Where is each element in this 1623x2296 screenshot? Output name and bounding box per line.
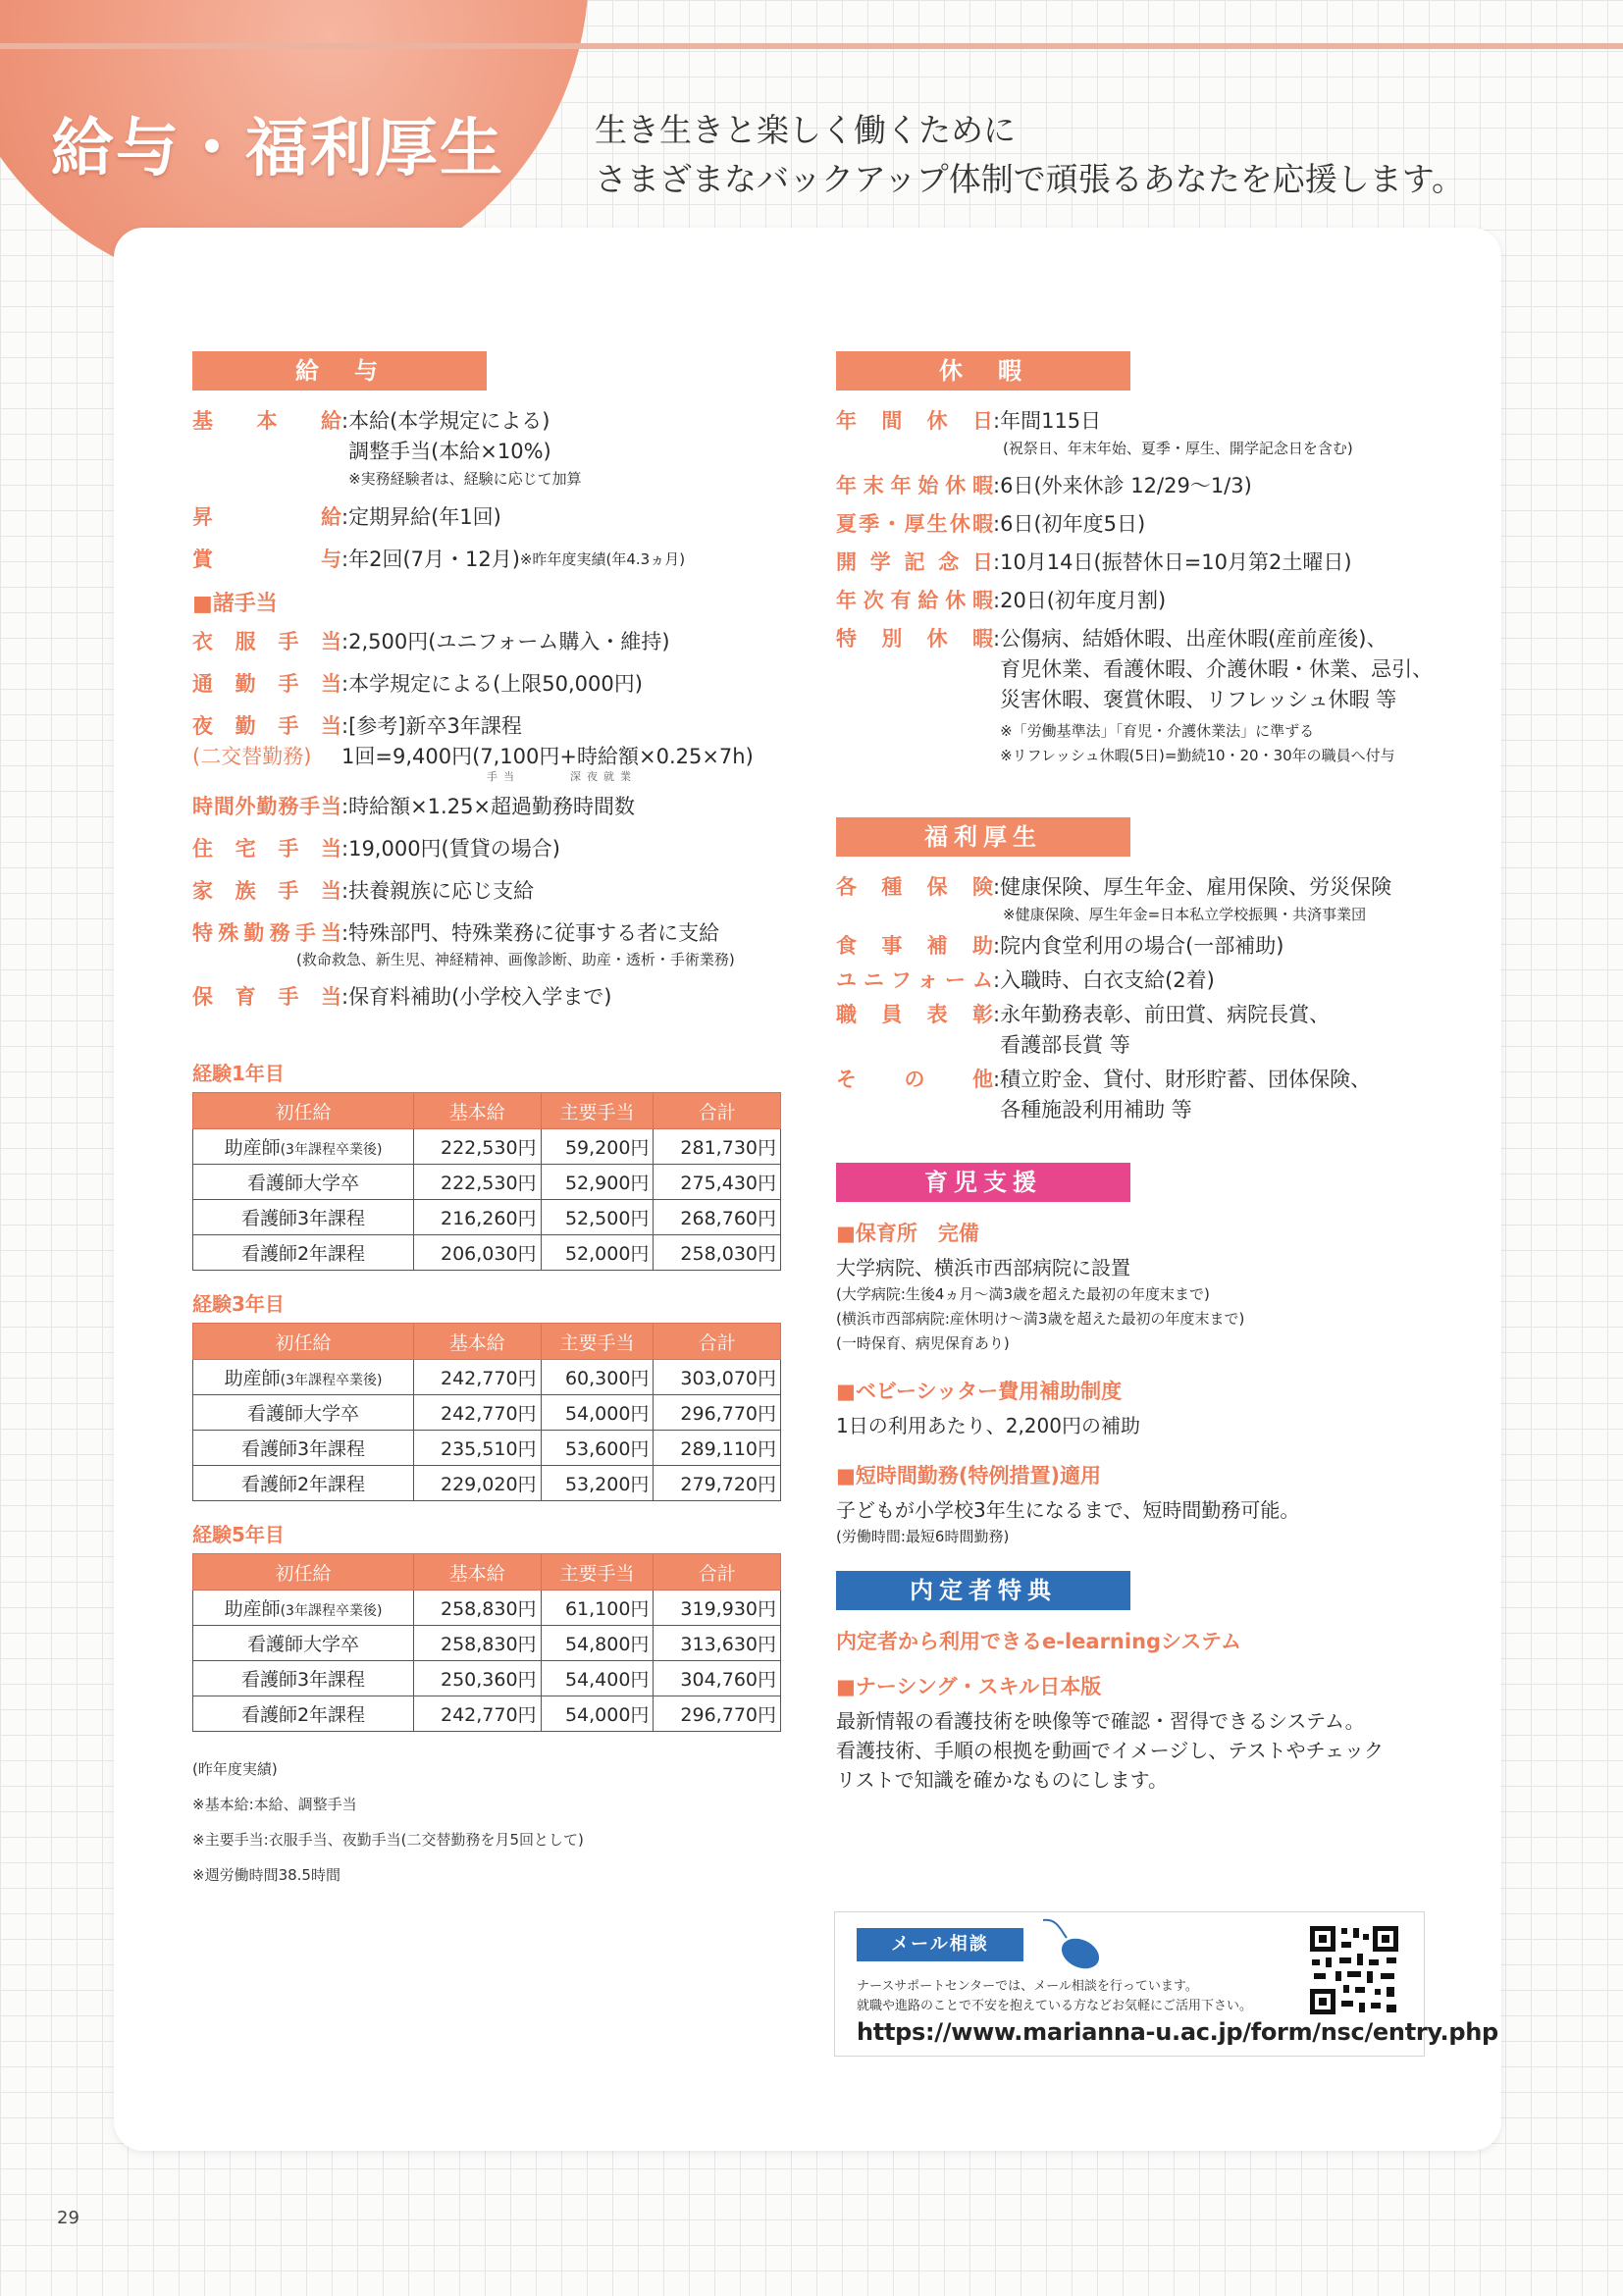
table-header-cell: 合計 <box>654 1554 781 1591</box>
uniform-allowance-label: 衣服手当 <box>192 630 341 653</box>
base-cell: 229,020円 <box>414 1466 542 1501</box>
short-hours-title: ■短時間勤務(特例措置)適用 <box>836 1464 1102 1487</box>
family-allowance-value: 扶養親族に応じ支給 <box>348 879 535 903</box>
footnote: ※基本給:本給、調整手当 <box>192 1796 357 1813</box>
base-cell: 242,770円 <box>414 1395 542 1431</box>
overtime-row: 時間外勤務手当 : 時給額×1.25×超過勤務時間数 <box>192 792 801 822</box>
allow-cell: 54,400円 <box>541 1661 654 1696</box>
raise-row: 昇 給 : 定期昇給(年1回) <box>192 502 801 533</box>
table-row <box>193 1626 781 1661</box>
total-cell: 289,110円 <box>654 1431 781 1466</box>
nursing-skill-title: ■ナーシング・スキル日本版 <box>836 1675 1102 1698</box>
salary-heading: 給 与 <box>192 351 487 391</box>
other-row: その他 : 積立貯金、貸付、財形貯蓄、団体保険、 各種施設利用補助 等 <box>836 1065 1464 1125</box>
total-cell: 303,070円 <box>654 1360 781 1395</box>
top-rule <box>0 43 1623 49</box>
table-header-cell: 合計 <box>654 1093 781 1129</box>
housing-allowance-row: 住宅手当 : 19,000円(賃貸の場合) <box>192 834 801 864</box>
tagline-line-1: 生き生きと楽しく働くために <box>595 111 1016 149</box>
position-cell <box>193 1626 414 1661</box>
nursing-skill-line: 看護技術、手順の根拠を動画でイメージし、テストやチェック <box>836 1739 1384 1762</box>
leave-heading: 休 暇 <box>836 351 1130 391</box>
childcare-allowance-value: 保育料補助(小学校入学まで) <box>348 985 612 1009</box>
meal-value: 院内食堂利用の場合(一部補助) <box>1000 934 1284 958</box>
position-note: (3年課程卒業後) <box>280 1603 383 1619</box>
total-cell: 304,760円 <box>654 1661 781 1696</box>
nursing-skill-line: 最新情報の看護技術を映像等で確認・習得できるシステム。 <box>836 1709 1365 1733</box>
family-allowance-label: 家族手当 <box>192 879 341 903</box>
founding-day-row: 開学記念日 : 10月14日(振替休日=10月第2土曜日) <box>836 548 1464 578</box>
special-leave-line: 災害休暇、褒賞休暇、リフレッシュ休暇 等 <box>1000 688 1397 711</box>
table-row <box>193 1360 781 1395</box>
total-cell: 275,430円 <box>654 1165 781 1200</box>
base-cell: 222,530円 <box>414 1165 542 1200</box>
bonus-row: 賞 与 : 年2回(7月・12月) ※昨年度実績(年4.3ヵ月) <box>192 545 801 575</box>
founding-day-value: 10月14日(振替休日=10月第2土曜日) <box>1000 550 1352 574</box>
position-cell <box>193 1235 414 1271</box>
bonus-label: 賞 与 <box>192 548 341 571</box>
table-header-cell: 初任給 <box>193 1554 414 1591</box>
position-cell <box>193 1200 414 1235</box>
insurance-label: 各種保険 <box>836 875 993 899</box>
position-name: 助産師 <box>224 1598 281 1620</box>
newyear-leave-value: 6日(外来休診 12/29〜1/3) <box>1000 474 1252 497</box>
table-header-cell: 初任給 <box>193 1324 414 1360</box>
position-cell <box>193 1129 414 1165</box>
position-cell <box>193 1360 414 1395</box>
special-leave-note: ※リフレッシュ休暇(5日)=勤続10・20・30年の職員へ付与 <box>1000 747 1395 764</box>
insurance-note: ※健康保険、厚生年金=日本私立学校振興・共済事業団 <box>1003 906 1367 923</box>
tagline <box>595 106 1464 204</box>
position-name: 看護師大学卒 <box>246 1634 359 1655</box>
page-title: 給与・福利厚生 <box>51 113 504 185</box>
insurance-row: 各種保険 : 健康保険、厚生年金、雇用保険、労災保険 <box>836 872 1464 903</box>
mouse-icon <box>1037 1916 1116 1973</box>
uniform-value: 入職時、白衣支給(2着) <box>1000 968 1215 992</box>
uniform-label: ユニフォーム <box>836 968 993 992</box>
summer-leave-row: 夏季・厚生休暇 : 6日(初年度5日) <box>836 509 1464 540</box>
table-row <box>193 1165 781 1200</box>
award-line: 永年勤務表彰、前田賞、病院長賞、 <box>1000 1003 1331 1026</box>
footnote: ※週労働時間38.5時間 <box>192 1866 340 1884</box>
mail-text: 就職や進路のことで不安を抱えている方などお気軽にご活用下さい。 <box>857 1999 1253 2013</box>
babysitter-text: 1日の利用あたり、2,200円の補助 <box>836 1414 1140 1437</box>
page-number: 29 <box>57 2208 79 2228</box>
allow-cell: 61,100円 <box>541 1591 654 1626</box>
bonus-value: 年2回(7月・12月) <box>348 548 520 571</box>
position-name: 看護師大学卒 <box>246 1403 359 1425</box>
special-leave-line: 公傷病、結婚休暇、出産休暇(産前産後)、 <box>1000 627 1387 651</box>
base-cell: 258,830円 <box>414 1591 542 1626</box>
newyear-leave-row: 年末年始休暇 : 6日(外来休診 12/29〜1/3) <box>836 471 1464 501</box>
nursery-note: (大学病院:生後4ヵ月〜満3歳を超えた最初の年度末まで) <box>836 1285 1210 1303</box>
special-allowance-label: 特殊勤務手当 <box>192 921 341 945</box>
table-header-row <box>193 1093 781 1129</box>
commute-allowance-label: 通勤手当 <box>192 672 341 696</box>
commute-allowance-value: 本学規定による(上限50,000円) <box>348 672 643 696</box>
allow-cell: 59,200円 <box>541 1129 654 1165</box>
uniform-allowance-value: 2,500円(ユニフォーム購入・維持) <box>348 630 670 653</box>
table-header-cell: 基本給 <box>414 1093 542 1129</box>
childcare-allowance-label: 保育手当 <box>192 985 341 1009</box>
insurance-value: 健康保険、厚生年金、雇用保険、労災保険 <box>1000 875 1392 899</box>
summer-leave-value: 6日(初年度5日) <box>1000 512 1146 536</box>
special-leave-row: 特別休暇 : 公傷病、結婚休暇、出産休暇(産前産後)、 育児休業、看護休暇、介護休暇・休業、忌引、 災害休暇、褒賞休暇、リフレッシュ休暇 等 ※「労働基準法」「育児・介護休業法」に準ずる ※リフレッシュ休暇(5日)=勤続10・20・30年の職員へ付与 <box>836 624 1464 768</box>
other-label: その他 <box>836 1068 993 1091</box>
childcare-heading: 育児支援 <box>836 1163 1130 1202</box>
overtime-label: 時間外勤務手当 <box>192 795 341 818</box>
position-cell <box>193 1165 414 1200</box>
total-cell: 296,770円 <box>654 1696 781 1732</box>
base-pay-note: ※実務経験者は、経験に応じて加算 <box>348 470 582 488</box>
housing-allowance-value: 19,000円(賃貸の場合) <box>348 837 560 861</box>
qr-code-icon <box>1308 1924 1400 2016</box>
table-row <box>193 1200 781 1235</box>
nursery-text: 大学病院、横浜市西部病院に設置 <box>836 1256 1130 1279</box>
table-header-cell: 基本給 <box>414 1554 542 1591</box>
allow-cell: 52,000円 <box>541 1235 654 1271</box>
commute-allowance-row: 通勤手当 : 本学規定による(上限50,000円) <box>192 669 801 700</box>
childcare-allowance-row: 保育手当 : 保育料補助(小学校入学まで) <box>192 982 801 1013</box>
position-name: 助産師 <box>224 1368 281 1389</box>
footnotes <box>192 1751 801 1893</box>
night-shift-type: (二交替勤務) <box>192 745 312 768</box>
founding-day-label: 開学記念日 <box>836 550 993 574</box>
elearning-title: 内定者から利用できるe-learningシステム <box>836 1630 1241 1653</box>
nursery-note: (一時保育、病児保育あり) <box>836 1334 1010 1352</box>
award-row: 職員表彰 : 永年勤務表彰、前田賞、病院長賞、 看護部長賞 等 <box>836 1000 1464 1061</box>
night-formula: 1回=9,400円(7,100円+時給額×0.25×7h) <box>341 745 754 768</box>
nursery-title: ■保育所 完備 <box>836 1222 979 1245</box>
base-cell: 258,830円 <box>414 1626 542 1661</box>
table-header-cell: 主要手当 <box>541 1554 654 1591</box>
base-cell: 250,360円 <box>414 1661 542 1696</box>
meal-row: 食事補助 : 院内食堂利用の場合(一部補助) <box>836 931 1464 962</box>
table-row <box>193 1129 781 1165</box>
special-allowance-value: 特殊部門、特殊業務に従事する者に支給 <box>348 921 720 945</box>
table-header-cell: 主要手当 <box>541 1324 654 1360</box>
allow-cell: 52,900円 <box>541 1165 654 1200</box>
position-cell <box>193 1466 414 1501</box>
raise-value: 定期昇給(年1回) <box>348 505 501 529</box>
summer-leave-label: 夏季・厚生休暇 <box>836 512 993 536</box>
position-name: 看護師3年課程 <box>240 1438 366 1460</box>
overtime-value: 時給額×1.25×超過勤務時間数 <box>348 795 636 818</box>
total-cell: 281,730円 <box>654 1129 781 1165</box>
base-pay-label: 基 本 給 <box>192 409 341 433</box>
allow-cell: 54,000円 <box>541 1395 654 1431</box>
table-row <box>193 1696 781 1732</box>
annual-holidays-label: 年間休日 <box>836 409 993 433</box>
table-title: 経験3年目 <box>192 1292 285 1316</box>
footnote: (昨年度実績) <box>192 1760 278 1778</box>
position-cell <box>193 1696 414 1732</box>
position-name: 看護師大学卒 <box>246 1173 359 1194</box>
base-pay-row: 基 本 給 : 本給(本学規定による) 調整手当(本給×10%) ※実務経験者は、経験に応じて加算 <box>192 406 801 491</box>
allow-cell: 53,200円 <box>541 1466 654 1501</box>
position-note: (3年課程卒業後) <box>280 1142 383 1158</box>
total-cell: 279,720円 <box>654 1466 781 1501</box>
base-cell: 242,770円 <box>414 1696 542 1732</box>
allow-cell: 54,000円 <box>541 1696 654 1732</box>
table-header-cell: 基本給 <box>414 1324 542 1360</box>
award-line: 看護部長賞 等 <box>1000 1033 1130 1057</box>
table-header-row <box>193 1554 781 1591</box>
paid-leave-value: 20日(初年度月割) <box>1000 589 1167 612</box>
mail-consultation-tag: メール相談 <box>857 1928 1023 1961</box>
table-row <box>193 1661 781 1696</box>
babysitter-title: ■ベビーシッター費用補助制度 <box>836 1380 1123 1403</box>
special-allowance-note: (救命救急、新生児、神経精神、画像診断、助産・透析・手術業務) <box>296 951 735 968</box>
annual-holidays-note: (祝祭日、年末年始、夏季・厚生、開学記念日を含む) <box>1003 440 1353 457</box>
base-pay-line-2: 調整手当(本給×10%) <box>348 440 551 463</box>
salary-table <box>192 1323 781 1501</box>
position-name: 看護師2年課程 <box>240 1474 366 1495</box>
uniform-row: ユニフォーム : 入職時、白衣支給(2着) <box>836 965 1464 996</box>
position-note: (3年課程卒業後) <box>280 1373 383 1388</box>
position-name: 助産師 <box>224 1137 281 1159</box>
nursery-note: (横浜市西部病院:産休明け〜満3歳を超えた最初の年度末まで) <box>836 1310 1245 1328</box>
table-header-row <box>193 1324 781 1360</box>
meal-label: 食事補助 <box>836 934 993 958</box>
table-row <box>193 1431 781 1466</box>
nursing-skill-line: リストで知識を確かなものにします。 <box>836 1768 1168 1792</box>
special-allowance-row: 特殊勤務手当 : 特殊部門、特殊業務に従事する者に支給 <box>192 918 801 949</box>
annual-holidays-row: 年間休日 : 年間115日 <box>836 406 1464 437</box>
special-leave-label: 特別休暇 <box>836 627 993 651</box>
special-leave-note: ※「労働基準法」「育児・介護休業法」に準ずる <box>1000 722 1315 740</box>
paid-leave-row: 年次有給休暇 : 20日(初年度月割) <box>836 586 1464 616</box>
night-allowance-value: [参考]新卒3年課程 <box>348 714 522 738</box>
uniform-allowance-row: 衣服手当 : 2,500円(ユニフォーム購入・維持) <box>192 627 801 657</box>
offer-heading: 内定者特典 <box>836 1571 1130 1610</box>
total-cell: 319,930円 <box>654 1591 781 1626</box>
short-hours-text: 子どもが小学校3年生になるまで、短時間勤務可能。 <box>836 1498 1300 1522</box>
position-cell <box>193 1395 414 1431</box>
position-cell <box>193 1431 414 1466</box>
right-column <box>836 351 1464 1795</box>
table-row <box>193 1235 781 1271</box>
mail-consultation-box <box>834 1911 1498 2057</box>
tagline-line-2: さまざまなバックアップ体制で頑張るあなたを応援します。 <box>595 160 1465 198</box>
total-cell: 268,760円 <box>654 1200 781 1235</box>
welfare-heading: 福利厚生 <box>836 817 1130 857</box>
position-name: 看護師2年課程 <box>240 1704 366 1726</box>
base-cell: 206,030円 <box>414 1235 542 1271</box>
short-hours-note: (労働時間:最短6時間勤務) <box>836 1528 1010 1545</box>
housing-allowance-label: 住宅手当 <box>192 837 341 861</box>
allow-cell: 60,300円 <box>541 1360 654 1395</box>
allow-cell: 53,600円 <box>541 1431 654 1466</box>
table-title: 経験5年目 <box>192 1523 285 1546</box>
position-cell <box>193 1661 414 1696</box>
allowances-heading: ■諸手当 <box>192 592 278 616</box>
salary-table <box>192 1553 781 1732</box>
newyear-leave-label: 年末年始休暇 <box>836 474 993 497</box>
table-header-cell: 初任給 <box>193 1093 414 1129</box>
other-line: 各種施設利用補助 等 <box>1000 1098 1192 1122</box>
special-leave-line: 育児休業、看護休暇、介護休暇・休業、忌引、 <box>1000 657 1434 681</box>
raise-label: 昇 給 <box>192 505 341 529</box>
total-cell: 313,630円 <box>654 1626 781 1661</box>
total-cell: 296,770円 <box>654 1395 781 1431</box>
left-column <box>192 351 801 1893</box>
table-row <box>193 1466 781 1501</box>
family-allowance-row: 家族手当 : 扶養親族に応じ支給 <box>192 876 801 907</box>
table-header-cell: 合計 <box>654 1324 781 1360</box>
table-header-cell: 主要手当 <box>541 1093 654 1129</box>
position-cell <box>193 1591 414 1626</box>
base-cell: 242,770円 <box>414 1360 542 1395</box>
total-cell: 258,030円 <box>654 1235 781 1271</box>
annual-holidays-value: 年間115日 <box>1000 409 1102 433</box>
salary-table <box>192 1092 781 1271</box>
position-name: 看護師3年課程 <box>240 1208 366 1229</box>
mail-form-link[interactable]: https://www.marianna-u.ac.jp/form/nsc/entry.php <box>857 2018 1498 2046</box>
award-label: 職員表彰 <box>836 1003 993 1026</box>
base-cell: 235,510円 <box>414 1431 542 1466</box>
bonus-note: ※昨年度実績(年4.3ヵ月) <box>519 550 686 568</box>
mail-text: ナースサポートセンターでは、メール相談を行っています。 <box>857 1979 1198 1994</box>
table-row <box>193 1395 781 1431</box>
other-line: 積立貯金、貸付、財形貯蓄、団体保険、 <box>1000 1068 1372 1091</box>
allow-cell: 54,800円 <box>541 1626 654 1661</box>
night-allowance-label: 夜勤手当 <box>192 714 341 738</box>
base-cell: 222,530円 <box>414 1129 542 1165</box>
position-name: 看護師3年課程 <box>240 1669 366 1691</box>
night-formula-note: 手当 深夜就業 <box>487 770 637 783</box>
table-title: 経験1年目 <box>192 1062 285 1085</box>
paid-leave-label: 年次有給休暇 <box>836 589 993 612</box>
footnote: ※主要手当:衣服手当、夜勤手当(二交替勤務を月5回として) <box>192 1831 584 1849</box>
table-row <box>193 1591 781 1626</box>
allow-cell: 52,500円 <box>541 1200 654 1235</box>
salary-tables <box>192 1058 801 1732</box>
base-cell: 216,260円 <box>414 1200 542 1235</box>
position-name: 看護師2年課程 <box>240 1243 366 1265</box>
base-pay-line-1: 本給(本学規定による) <box>348 409 550 433</box>
content-card <box>114 228 1501 2151</box>
night-allowance-row: 夜勤手当 : [参考]新卒3年課程 <box>192 711 801 742</box>
